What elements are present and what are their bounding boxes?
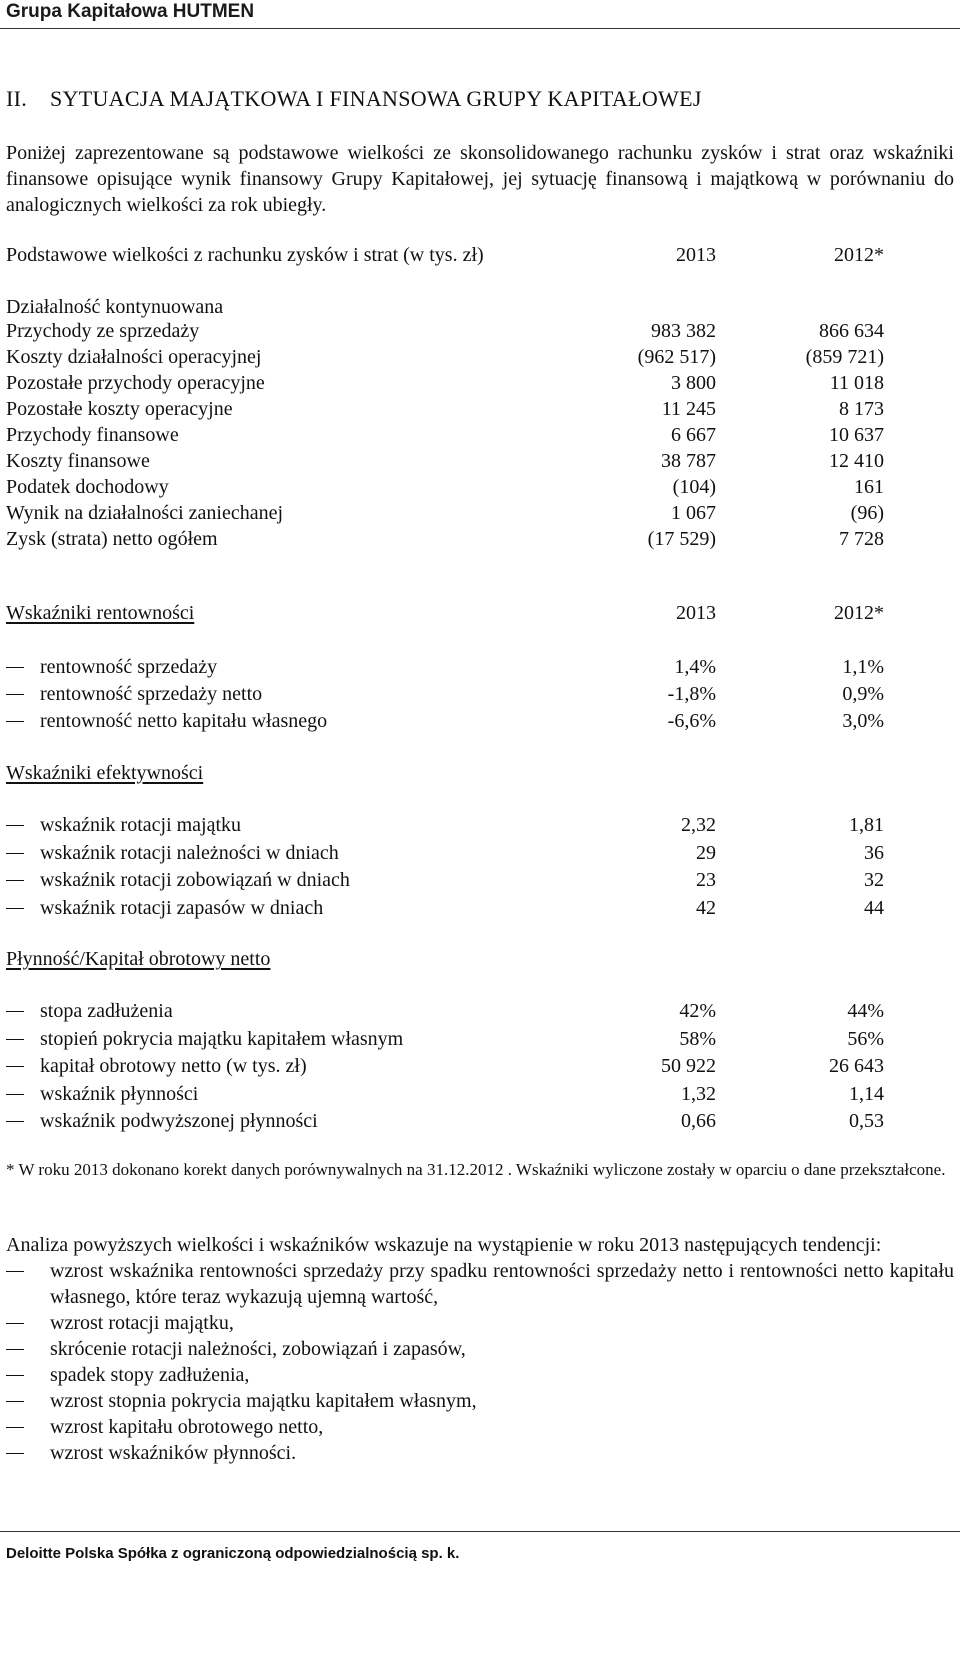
income-value-2013: 1 067 [671, 502, 716, 524]
analysis-bullet-text: wzrost wskaźnika rentowności sprzedaży przy spadku rentowności sprzedaży netto i rentowności netto kapitału własnego, które teraz wykazują ujemną wartość, [50, 1260, 954, 1308]
income-header-row [0, 242, 960, 268]
efficiency-label: wskaźnik rotacji zapasów w dniach [40, 896, 324, 919]
income-value-2013: 983 382 [651, 320, 716, 342]
efficiency-value-2013: 23 [696, 869, 716, 891]
liquidity-value-2013: 0,66 [681, 1110, 716, 1132]
income-value-2013: 11 245 [661, 398, 716, 420]
income-label: Przychody ze sprzedaży [6, 320, 200, 342]
liquidity-label: kapitał obrotowy netto (w tys. zł) [40, 1055, 307, 1077]
efficiency-value-2012: 1,81 [849, 814, 884, 836]
analysis-bullet-text: wzrost kapitału obrotowego netto, [50, 1416, 324, 1438]
analysis-bullet [6, 1414, 954, 1440]
liquidity-value-2013: 1,32 [681, 1082, 716, 1105]
analysis-section [6, 1232, 954, 1466]
income-label: Koszty działalności operacyjnej [6, 346, 262, 368]
analysis-bullet [6, 1388, 954, 1414]
liquidity-label: wskaźnik podwyższonej płynności [40, 1110, 318, 1132]
efficiency-label: wskaźnik rotacji należności w dniach [40, 841, 339, 864]
dash-bullet [6, 1011, 24, 1012]
income-label: Pozostałe koszty operacyjne [6, 398, 233, 420]
efficiency-value-2012: 44 [864, 896, 884, 919]
analysis-bullet [6, 1440, 954, 1466]
liquidity-value-2013: 42% [679, 1000, 716, 1022]
income-label: Pozostałe przychody operacyjne [6, 372, 265, 394]
dash-bullet [6, 1401, 24, 1402]
liquidity-row [0, 1053, 960, 1079]
liquidity-label: wskaźnik płynności [40, 1082, 199, 1105]
section-number: II. [6, 86, 28, 111]
profitability-value-2012: 3,0% [842, 710, 884, 732]
income-row [0, 396, 960, 422]
income-row [0, 344, 960, 370]
dash-bullet [6, 1271, 24, 1272]
income-value-2012: 866 634 [819, 320, 884, 342]
income-value-2013: (17 529) [647, 528, 716, 550]
footnote: * W roku 2013 dokonano korekt danych porównywalnych na 31.12.2012 . Wskaźniki wyliczone zostały w oparciu o dane przekształcone. [6, 1160, 946, 1179]
analysis-bullet [6, 1310, 954, 1336]
analysis-bullet-text: spadek stopy zadłużenia, [50, 1364, 250, 1386]
dash-bullet [6, 825, 24, 826]
income-label: Wynik na działalności zaniechanej [6, 502, 284, 524]
liquidity-value-2012: 1,14 [849, 1082, 884, 1105]
liquidity-value-2012: 44% [847, 1000, 884, 1022]
efficiency-row [0, 867, 960, 893]
analysis-bullet [6, 1362, 954, 1388]
profitability-row [0, 681, 960, 707]
liquidity-row [0, 998, 960, 1024]
dash-bullet [6, 1453, 24, 1454]
liquidity-row [0, 1108, 960, 1134]
income-value-2012: 8 173 [839, 398, 884, 420]
dash-bullet [6, 908, 24, 909]
profitability-row [0, 708, 960, 734]
analysis-bullet-text: wzrost wskaźników płynności. [50, 1442, 297, 1464]
income-label: Koszty finansowe [6, 450, 150, 472]
footer-divider [0, 1531, 960, 1532]
page-footer: Deloitte Polska Spółka z ograniczoną odpowiedzialnością sp. k. [6, 1545, 460, 1562]
liquidity-value-2013: 50 922 [661, 1055, 716, 1077]
income-header-label: Podstawowe wielkości z rachunku zysków i strat (w tys. zł) [6, 244, 484, 266]
income-label: Zysk (strata) netto ogółem [6, 528, 218, 550]
efficiency-value-2012: 36 [864, 841, 884, 864]
income-value-2012: (96) [850, 502, 884, 524]
dash-bullet [6, 1427, 24, 1428]
income-value-2012: 12 410 [829, 450, 884, 472]
intro-paragraph [6, 140, 954, 218]
liquidity-value-2012: 56% [847, 1027, 884, 1050]
efficiency-row [0, 812, 960, 838]
profitability-header-2013: 2013 [676, 602, 716, 624]
liquidity-label: stopień pokrycia majątku kapitałem własnym [40, 1027, 404, 1050]
income-subheader-row [0, 294, 960, 320]
dash-bullet [6, 1349, 24, 1350]
dash-bullet [6, 667, 24, 668]
dash-bullet [6, 853, 24, 854]
income-row [0, 526, 960, 552]
income-label: Podatek dochodowy [6, 476, 169, 498]
income-value-2013: 3 800 [671, 372, 716, 394]
efficiency-header-row [0, 760, 960, 786]
dash-bullet [6, 880, 24, 881]
income-header-2012: 2012* [834, 244, 884, 266]
profitability-label: rentowność netto kapitału własnego [40, 710, 328, 732]
liquidity-value-2012: 0,53 [849, 1110, 884, 1132]
profitability-value-2013: -1,8% [667, 683, 716, 705]
profitability-header-2012: 2012* [834, 602, 884, 624]
income-value-2012: 10 637 [829, 424, 884, 446]
analysis-bullet [6, 1336, 954, 1362]
profitability-value-2013: 1,4% [674, 656, 716, 678]
analysis-bullet [6, 1258, 954, 1310]
efficiency-value-2013: 2,32 [681, 814, 716, 836]
liquidity-value-2013: 58% [679, 1027, 716, 1050]
profitability-label: rentowność sprzedaży [40, 656, 218, 678]
profitability-value-2012: 0,9% [842, 683, 884, 705]
income-row [0, 448, 960, 474]
income-row [0, 500, 960, 526]
liquidity-header-row [0, 946, 960, 972]
efficiency-header-label: Wskaźniki efektywności [6, 762, 204, 784]
profitability-header-row [0, 600, 960, 626]
income-row [0, 370, 960, 396]
dash-bullet [6, 1066, 24, 1067]
efficiency-row [0, 895, 960, 921]
analysis-bullet-text: wzrost stopnia pokrycia majątku kapitałem własnym, [50, 1390, 477, 1412]
profitability-header-label: Wskaźniki rentowności [6, 602, 195, 624]
efficiency-label: wskaźnik rotacji majątku [40, 814, 242, 836]
profitability-value-2012: 1,1% [842, 656, 884, 678]
profitability-value-2013: -6,6% [667, 710, 716, 732]
income-value-2012: 7 728 [839, 528, 884, 550]
analysis-bullet-text: wzrost rotacji majątku, [50, 1312, 234, 1334]
efficiency-value-2012: 32 [864, 869, 884, 891]
profitability-label: rentowność sprzedaży netto [40, 683, 263, 705]
income-value-2013: (104) [672, 476, 716, 498]
header-divider [0, 28, 960, 29]
income-header-2013: 2013 [676, 244, 716, 266]
income-row [0, 422, 960, 448]
income-row [0, 318, 960, 344]
analysis-bullet-text: skrócenie rotacji należności, zobowiązań i zapasów, [50, 1338, 466, 1360]
profitability-row [0, 654, 960, 680]
income-label: Przychody finansowe [6, 424, 179, 446]
liquidity-header-label: Płynność/Kapitał obrotowy netto [6, 948, 271, 970]
liquidity-row [0, 1081, 960, 1107]
liquidity-row [0, 1026, 960, 1052]
income-value-2013: 38 787 [661, 450, 716, 472]
page-header: Grupa Kapitałowa HUTMEN [6, 1, 255, 22]
section-title-text: SYTUACJA MAJĄTKOWA I FINANSOWA GRUPY KAPITAŁOWEJ [50, 86, 702, 111]
dash-bullet [6, 1121, 24, 1122]
efficiency-value-2013: 29 [696, 841, 716, 864]
dash-bullet [6, 1323, 24, 1324]
income-row [0, 474, 960, 500]
dash-bullet [6, 1039, 24, 1040]
income-subheader: Działalność kontynuowana [6, 296, 224, 318]
income-value-2012: 11 018 [829, 372, 884, 394]
income-value-2012: (859 721) [805, 346, 884, 368]
dash-bullet [6, 1094, 24, 1095]
liquidity-label: stopa zadłużenia [40, 1000, 173, 1022]
income-value-2013: (962 517) [637, 346, 716, 368]
income-value-2013: 6 667 [671, 424, 716, 446]
analysis-intro: Analiza powyższych wielkości i wskaźników wskazuje na wystąpienie w roku 2013 następujących tendencji: [6, 1234, 882, 1256]
efficiency-row [0, 840, 960, 866]
dash-bullet [6, 694, 24, 695]
income-value-2012: 161 [854, 476, 884, 498]
efficiency-value-2013: 42 [696, 896, 716, 919]
efficiency-label: wskaźnik rotacji zobowiązań w dniach [40, 869, 350, 891]
section-title [6, 86, 702, 112]
dash-bullet [6, 1375, 24, 1376]
liquidity-value-2012: 26 643 [829, 1055, 884, 1077]
dash-bullet [6, 721, 24, 722]
intro-text: Poniżej zaprezentowane są podstawowe wielkości ze skonsolidowanego rachunku zysków i strat oraz wskaźniki finansowe opisujące wynik finansowy Grupy Kapitałowej, jej sytuację finansową i majątkową w porównaniu do analogicznych wielkości za rok ubiegły. [6, 142, 954, 216]
